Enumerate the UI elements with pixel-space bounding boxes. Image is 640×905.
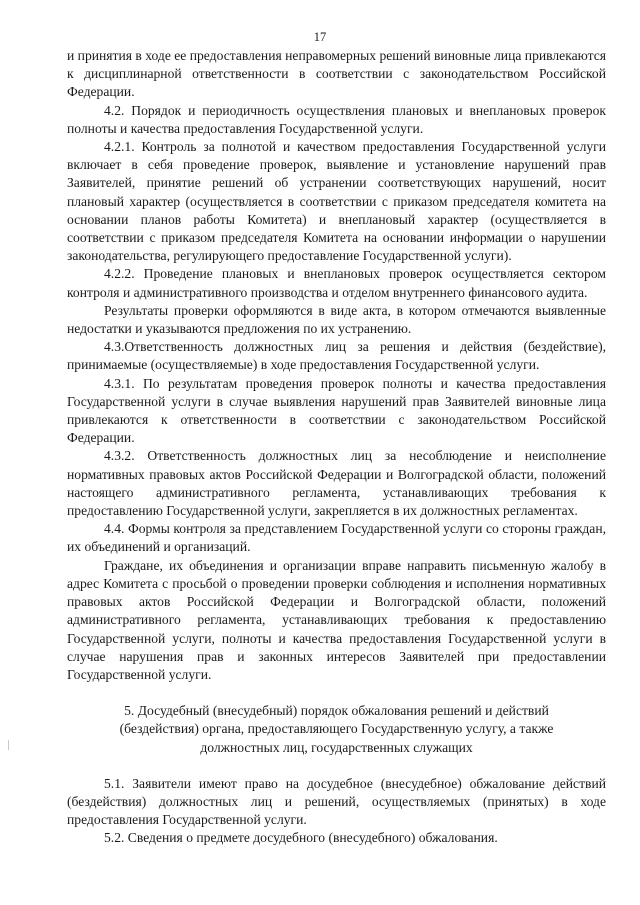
section-5-heading: 5. Досудебный (внесудебный) порядок обжалования решений и действий (бездействия) органа, предоставляющего Государственную услугу, а также должностных лиц, государственных служащих: [119, 703, 554, 755]
paragraph-4-2: 4.2. Порядок и периодичность осуществления плановых и внеплановых проверок полноты и качества предоставления Государственной услуги.: [67, 102, 606, 136]
paragraph-4-3: 4.3.Ответственность должностных лиц за решения и действия (бездействие), принимаемые (осуществляемые) в ходе предоставления Государственной услуги.: [67, 339, 606, 373]
paragraph-5-1: 5.1. Заявители имеют право на досудебное (внесудебное) обжалование действий (бездействия) должностных лиц и решений, осуществляемых (принятых) в ходе предоставления Государственной услуги.: [67, 775, 606, 828]
paragraph-continuation: и принятия в ходе ее предоставления неправомерных решений виновные лица привлекаются к дисциплинарной ответственности в соответствии с законодательством Российской Федерации.: [67, 48, 606, 100]
document-body: [67, 47, 606, 848]
page-number: 17: [313, 30, 327, 44]
scan-margin-mark: [8, 740, 9, 750]
paragraph-5-2: 5.2. Сведения о предмете досудебного (внесудебного) обжалования.: [104, 830, 498, 846]
paragraph-inspection-results: Результаты проверки оформляются в виде акта, в котором отмечаются выявленные недостатки и указываются предложения по их устранению.: [67, 302, 606, 337]
paragraph-4-4: 4.4. Формы контроля за представлением Государственной услуги со стороны граждан, их объединений и организаций.: [67, 521, 606, 555]
paragraph-4-2-2: 4.2.2. Проведение плановых и внеплановых проверок осуществляется сектором контроля и административного производства и отделом внутреннего финансового аудита.: [67, 266, 606, 300]
paragraph-4-3-2: 4.3.2. Ответственность должностных лиц за несоблюдение и неисполнение нормативных правовых актов Российской Федерации и Волгоградской области, положений настоящего административного регламента, устанавливающих требования к предоставлению Государственной услуги, закрепляется в их должностных регламентах.: [67, 448, 606, 519]
paragraph-4-3-1: 4.3.1. По результатам проведения проверок полноты и качества предоставления Государственной услуги в случае выявления нарушений прав Заявителей виновные лица привлекаются к ответственности в соответствии с законодательством Российской Федерации.: [67, 375, 606, 446]
paragraph-citizens-complaint: Граждане, их объединения и организации вправе направить письменную жалобу в адрес Комитета с просьбой о проведении проверки соблюдения и исполнения нормативных правовых актов Российской Федерации и Волгоградской области, положений административного регламента, устанавливающих требования к предоставлению Государственной услуги, полноты и качества предоставления Государственной услуги в случае нарушения прав и законных интересов Заявителей при предоставлении Государственной услуги.: [67, 557, 606, 682]
paragraph-4-2-1: 4.2.1. Контроль за полнотой и качеством предоставления Государственной услуги включает в себя проведение проверок, выявление и установление нарушений прав Заявителей, принятие решений об устранении соответствующих нарушений, носит плановый характер (осуществляется в соответствии с приказом председателя комитета на основании планов работы Комитета) и внеплановый характер (осуществляется в соответствии с приказом председателя Комитета на основании информации о нарушении законодательства, регулирующего предоставление Государственной услуги).: [67, 139, 606, 264]
